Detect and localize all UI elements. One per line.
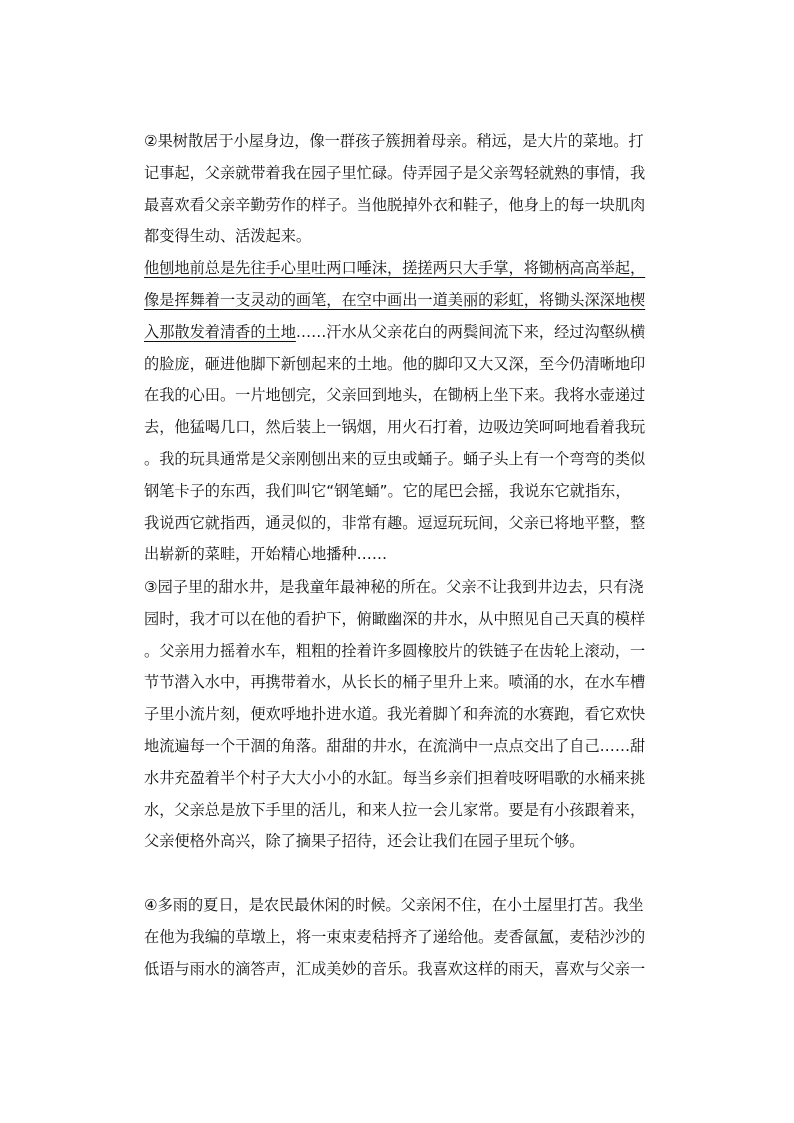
- text-line: 水，父亲总是放下手里的活儿，和来人拉一会儿家常。要是有小孩跟着来，: [144, 800, 646, 819]
- text-line: 我说西它就指西，通灵似的，非常有趣。逗逗玩玩间，父亲已将地平整，整: [144, 513, 646, 532]
- text-line: 地流遍每一个干涸的角落。甜甜的井水，在流淌中一点点交出了自己……甜: [144, 736, 646, 755]
- text-line: 去，他猛喝几口，然后装上一锅烟，用火石打着，边吸边笑呵呵地看着我玩: [144, 418, 646, 437]
- underlined-phrase: 入那散发着清香的土地: [144, 322, 296, 341]
- text-line: 低语与雨水的滴答声，汇成美妙的音乐。我喜欢这样的雨天，喜欢与父亲一: [144, 959, 646, 978]
- text-line: [144, 317, 664, 349]
- text-line-rest: ……汗水从父亲花白的两鬓间流下来，经过沟壑纵横: [295, 322, 646, 341]
- text-line: ④多雨的夏日，是农民最休闲的时候。父亲闲不住，在小土屋里打苫。我坐: [144, 896, 644, 914]
- underlined-text-line: 像是挥舞着一支灵动的画笔，在空中画出一道美丽的彩虹，将锄头深深地楔: [144, 290, 646, 309]
- paragraph-3: [144, 572, 664, 858]
- paragraph-4: [144, 890, 664, 985]
- text-line: ②果树散居于小屋身边，像一群孩子簇拥着母亲。稍远，是大片的菜地。打: [144, 132, 644, 150]
- text-line: 记事起，父亲就带着我在园子里忙碌。侍弄园子是父亲驾轻就熟的事情，我: [144, 163, 646, 182]
- text-line: 在他为我编的草墩上，将一束束麦秸捋齐了递给他。麦香氤氲，麦秸沙沙的: [144, 927, 646, 946]
- text-line: 父亲便格外高兴，除了摘果子招待，还会让我们在园子里玩个够。: [144, 832, 585, 851]
- text-line: 的脸庞，砸进他脚下新刨起来的土地。他的脚印又大又深，至今仍清晰地印: [144, 354, 646, 373]
- text-line: 在我的心田。一片地刨完，父亲回到地头，在锄柄上坐下来。我将水壶递过: [144, 386, 646, 405]
- text-line: 子里小流片刻，便欢呼地扑进水道。我光着脚丫和奔流的水赛跑，看它欢快: [144, 705, 646, 724]
- text-line: 出崭新的菜畦，开始精心地播种……: [144, 545, 387, 564]
- text-line: 最喜欢看父亲辛勤劳作的样子。当他脱掉外衣和鞋子，他身上的每一块肌肉: [144, 195, 646, 214]
- paragraph-2: [144, 126, 664, 571]
- text-line: ③园子里的甜水井，是我童年最神秘的所在。父亲不让我到井边去，只有浇: [144, 578, 644, 596]
- text-line: 钢笔卡子的东西，我们叫它“钢笔蛹”。它的尾巴会摇，我说东它就指东，: [144, 481, 631, 500]
- text-line: 。我的玩具通常是父亲刚刨出来的豆虫或蛹子。蛹子头上有一个弯弯的类似: [144, 449, 646, 468]
- underlined-text-line: 他刨地前总是先往手心里吐两口唾沫，搓搓两只大手掌，将锄柄高高举起，: [144, 259, 646, 278]
- text-line: 。父亲用力摇着水车，粗粗的拴着许多圆橡胶片的铁链子在齿轮上滚动，一: [144, 641, 646, 660]
- text-line: 节节潜入水中，再携带着水，从长长的桶子里升上来。喷涌的水，在水车槽: [144, 673, 646, 692]
- text-line: 水井充盈着半个村子大大小小的水缸。每当乡亲们担着吱呀唱歌的水桶来挑: [144, 768, 646, 787]
- text-line: 园时，我才可以在他的看护下，俯瞰幽深的井水，从中照见自己天真的模样: [144, 609, 646, 628]
- text-line: 都变得生动、活泼起来。: [144, 227, 312, 246]
